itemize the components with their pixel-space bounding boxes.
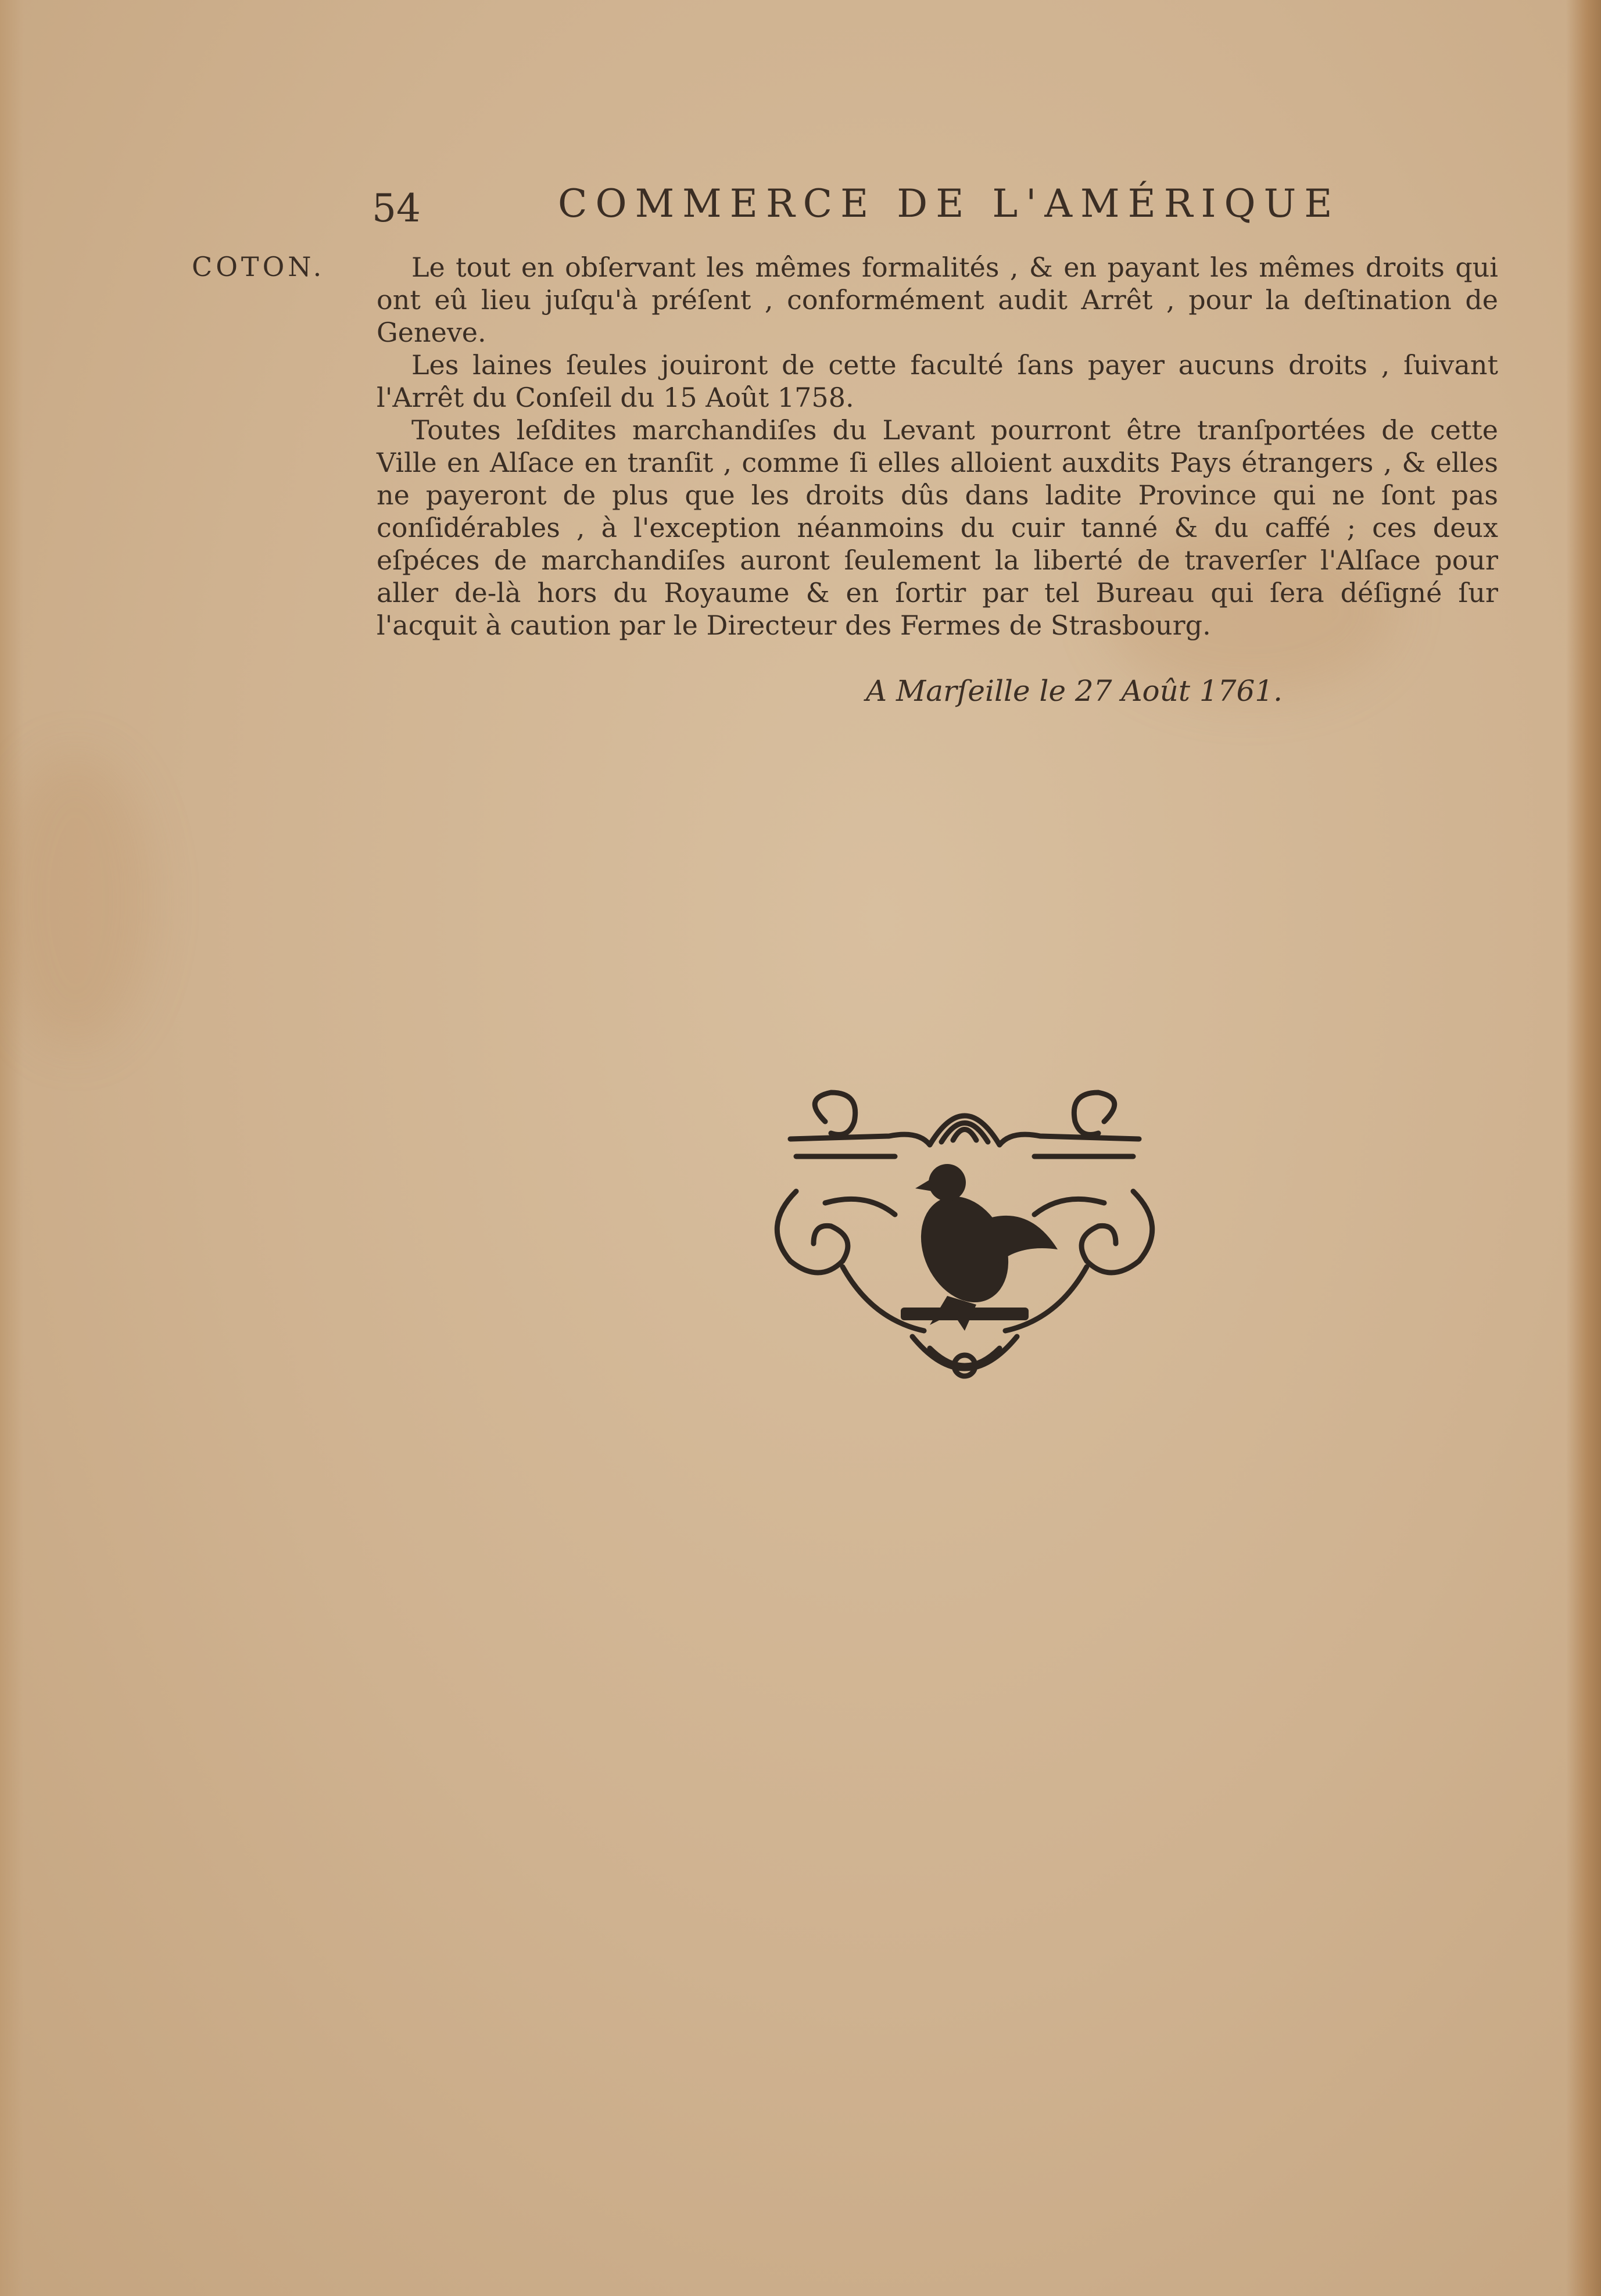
eagle-vignette-icon [755,1075,1174,1412]
paragraph: Toutes leſdites marchandiſes du Levant pourront être tranſportées de cette Ville en Alſace en tranſit , comme ſi elles alloient auxdits Pays étrangers , & elles ne payeront de plus que les droits dûs dans ladite Province qui ne ſont pas conſidérables , à l'exception néanmoins du cuir tanné & du caffé ; ces deux eſpéces de marchandiſes auront ſeulement la liberté de traverſer l'Alſace pour aller de-là hors du Royaume & en ſortir par tel Bureau qui ſera déſigné ſur l'acquit à caution par le Directeur des Fermes de Strasbourg. [377,414,1498,641]
paper-stain [0,755,151,1046]
margin-note: COTON. [192,251,325,282]
page-left-edge [0,0,23,2296]
page-number: 54 [372,186,421,231]
dateline: A Marſeille le 27 Août 1761. [866,674,1283,708]
page-right-edge [1566,0,1601,2296]
running-head: COMMERCE DE L'AMÉRIQUE [558,181,1341,226]
body-text [377,251,1498,642]
paragraph: Le tout en obſervant les mêmes formalités , & en payant les mêmes droits qui ont eû lieu juſqu'à préſent , conformément audit Arrêt , pour la deſtination de Geneve. [377,252,1498,348]
paragraph: Les laines ſeules jouiront de cette faculté ſans payer aucuns droits , ſuivant l'Arrêt du Conſeil du 15 Août 1758. [377,349,1498,413]
